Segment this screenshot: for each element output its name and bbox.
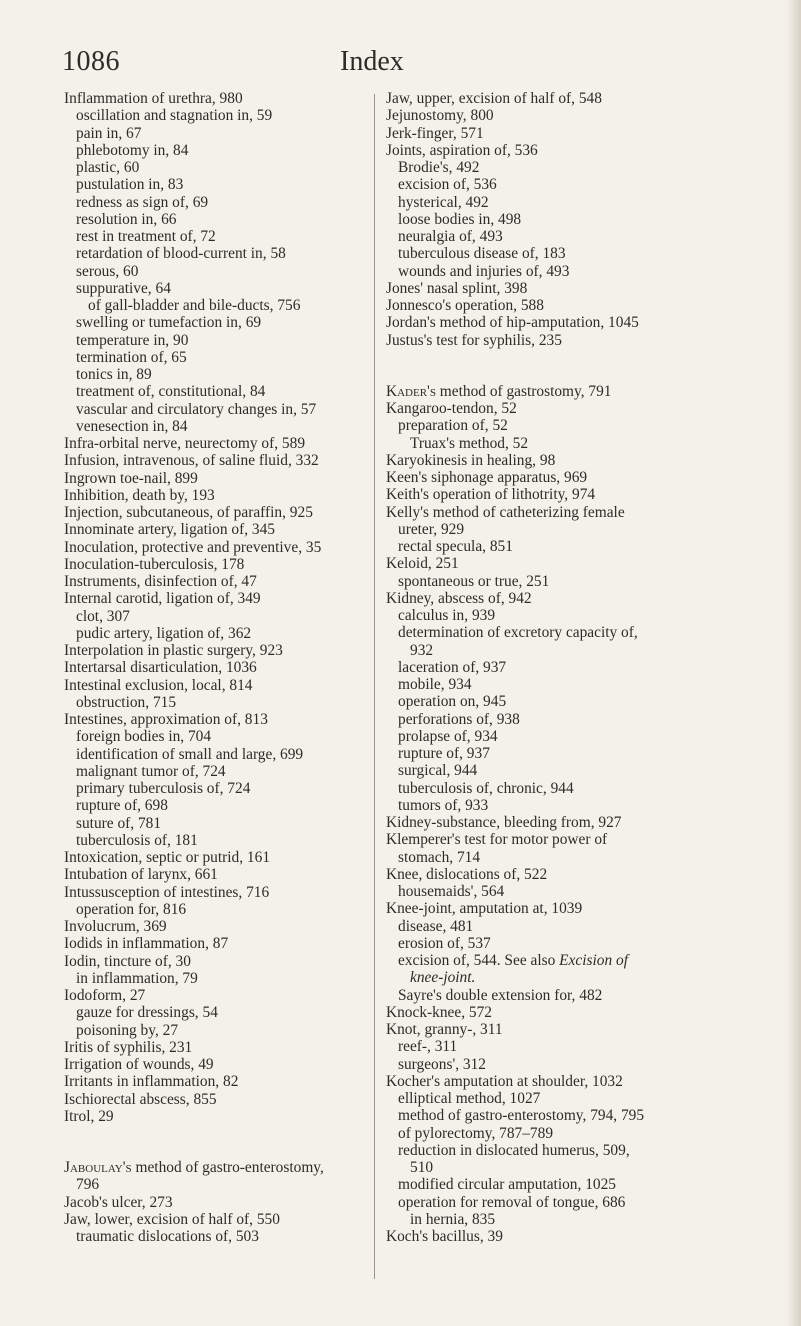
index-entry: Kidney-substance, bleeding from, 927 [386,814,622,831]
index-entry: treatment of, constitutional, 84 [76,383,266,401]
index-entry: Brodie's, 492 [398,159,480,176]
index-entry: mobile, 934 [398,676,472,693]
index-entry: knee-joint. [410,969,476,987]
index-entry: Intestinal exclusion, local, 814 [64,676,253,694]
index-entry: excision of, 544. See also Excision of [398,952,628,969]
page-number: 1086 [62,46,120,77]
index-entry: housemaids', 564 [398,883,505,900]
index-entry: operation for removal of tongue, 686 [398,1193,626,1211]
index-entry: obstruction, 715 [76,693,177,711]
index-entry: Karyokinesis in healing, 98 [386,451,556,469]
index-entry: Itrol, 29 [64,1107,114,1125]
index-entry: foreign bodies in, 704 [76,728,212,746]
index-entry: surgeons', 312 [398,1055,486,1073]
index-entry: rest in treatment of, 72 [76,228,216,245]
index-entry: pain in, 67 [76,124,142,142]
column-divider [374,94,375,1279]
index-entry: plastic, 60 [76,159,140,176]
index-entry: Koch's bacillus, 39 [386,1228,503,1245]
index-entry: pudic artery, ligation of, 362 [76,624,252,642]
index-entry: Infra-orbital nerve, neurectomy of, 589 [64,435,306,452]
index-entry: suture of, 781 [76,814,162,832]
index-entry: of gall-bladder and bile-ducts, 756 [88,297,301,314]
index-entry: reduction in dislocated humerus, 509, [398,1141,630,1159]
index-entry: resolution in, 66 [76,210,177,228]
index-entry: Truax's method, 52 [410,434,529,452]
index-entry: Internal carotid, ligation of, 349 [64,590,261,608]
index-entry: Knot, granny-, 311 [386,1021,503,1038]
index-entry: spontaneous or true, 251 [398,572,550,590]
index-entry: Jejunostomy, 800 [386,107,494,125]
index-entry: tuberculosis of, chronic, 944 [398,779,574,797]
index-entry: Irritants in inflammation, 82 [64,1073,239,1091]
index-entry: perforations of, 938 [398,710,520,728]
index-entry: rupture of, 937 [398,745,490,762]
index-entry: 796 [76,1176,100,1194]
index-entry: Intubation of larynx, 661 [64,866,218,884]
index-entry: wounds and injuries of, 493 [398,262,570,280]
index-entry: reef-, 311 [398,1038,458,1056]
index-entry: stomach, 714 [398,848,481,866]
index-entry: Iritis of syphilis, 231 [64,1038,193,1056]
index-entry: Jerk-finger, 571 [386,124,484,142]
index-entry: Inoculation, protective and preventive, 35 [64,538,322,556]
index-entry: 932 [410,641,434,659]
index-entry: neuralgia of, 493 [398,228,503,245]
index-entry: determination of excretory capacity of, [398,624,638,642]
index-entry: oscillation and stagnation in, 59 [76,107,273,125]
index-entry: Jaw, upper, excision of half of, 548 [386,90,602,107]
index-entry: Iodoform, 27 [64,987,146,1004]
index-entry: vascular and circulatory changes in, 57 [76,400,317,418]
index-entry: Kangaroo-tendon, 52 [386,400,517,417]
index-entry: Iodids in inflammation, 87 [64,935,229,953]
index-entry: operation on, 945 [398,693,507,711]
index-entry: calculus in, 939 [398,607,496,624]
index-entry: Kidney, abscess of, 942 [386,589,532,607]
index-entry: Kelly's method of catheterizing female [386,503,625,521]
index-entry: Inflammation of urethra, 980 [64,90,243,107]
index-entry: identification of small and large, 699 [76,745,304,763]
index-entry: Kocher's amputation at shoulder, 1032 [386,1072,623,1090]
index-entry: Kader's method of gastrostomy, 791 [386,382,612,400]
index-entry: Justus's test for syphilis, 235 [386,331,562,349]
index-entry: Keen's siphonage apparatus, 969 [386,469,588,486]
index-entry: elliptical method, 1027 [398,1090,541,1107]
index-entry: Intussusception of intestines, 716 [64,883,270,901]
page-edge-shadow [787,0,801,1326]
index-entry: Klemperer's test for motor power of [386,831,608,849]
index-entry: excision of, 536 [398,176,497,194]
index-entry: Interpolation in plastic surgery, 923 [64,642,283,659]
index-entry: Jaw, lower, excision of half of, 550 [64,1210,280,1228]
index-entry: Keloid, 251 [386,555,459,573]
index-entry: Instruments, disinfection of, 47 [64,573,257,590]
index-entry: Keith's operation of lithotrity, 974 [386,486,596,504]
index-entry: Injection, subcutaneous, of paraffin, 925 [64,504,313,521]
index-entry: pustulation in, 83 [76,176,184,194]
index-entry: serous, 60 [76,262,139,280]
index-entry: Inoculation-tuberculosis, 178 [64,555,245,573]
index-entry: tumors of, 933 [398,796,489,814]
index-entry: Ischiorectal abscess, 855 [64,1090,217,1108]
index-entry: Jordan's method of hip-amputation, 1045 [386,314,639,332]
index-entry: surgical, 944 [398,762,478,780]
index-entry: Ingrown toe-nail, 899 [64,469,198,487]
index-entry: Infusion, intravenous, of saline fluid, 332 [64,452,319,470]
index-entry: Jonnesco's operation, 588 [386,297,544,314]
index-entry: ureter, 929 [398,520,465,538]
index-entry: rectal specula, 851 [398,538,513,555]
index-entry: Jacob's ulcer, 273 [64,1193,173,1211]
index-entry: Intertarsal disarticulation, 1036 [64,659,257,677]
index-column-right [386,90,716,1245]
index-entry: suppurative, 64 [76,279,171,297]
index-column-left [64,90,369,1245]
index-entry: 510 [410,1159,434,1176]
index-entry: traumatic dislocations of, 503 [76,1228,259,1245]
index-entry: prolapse of, 934 [398,727,498,745]
index-entry: tonics in, 89 [76,366,152,383]
index-entry: Jaboulay's method of gastro-enterostomy, [64,1159,324,1176]
index-entry: venesection in, 84 [76,417,188,435]
index-entry: Knock-knee, 572 [386,1003,492,1021]
index-entry: primary tuberculosis of, 724 [76,780,251,797]
index-entry: hysterical, 492 [398,193,489,211]
page-title: Index [340,46,404,77]
index-entry: method of gastro-enterostomy, 794, 795 [398,1107,645,1125]
index-entry: Involucrum, 369 [64,918,167,935]
index-entry: gauze for dressings, 54 [76,1004,218,1022]
index-entry: clot, 307 [76,607,130,625]
index-entry: Sayre's double extension for, 482 [398,986,603,1004]
index-entry: Intestines, approximation of, 813 [64,711,268,728]
index-entry: poisoning by, 27 [76,1021,179,1039]
index-entry: Jones' nasal splint, 398 [386,279,528,297]
index-entry: disease, 481 [398,917,474,935]
index-entry: retardation of blood-current in, 58 [76,245,286,263]
index-entry: preparation of, 52 [398,417,508,435]
index-entry: operation for, 816 [76,900,187,918]
index-entry: loose bodies in, 498 [398,210,522,228]
index-entry: laceration of, 937 [398,658,507,676]
index-entry: malignant tumor of, 724 [76,762,226,780]
index-entry: Intoxication, septic or putrid, 161 [64,849,271,866]
index-entry: erosion of, 537 [398,934,491,952]
index-entry: Inhibition, death by, 193 [64,486,215,504]
index-entry: temperature in, 90 [76,331,189,349]
index-entry: tuberculosis of, 181 [76,831,198,849]
index-entry: Innominate artery, ligation of, 345 [64,521,275,539]
index-entry: Joints, aspiration of, 536 [386,141,538,159]
index-entry: in hernia, 835 [410,1210,496,1228]
index-entry: rupture of, 698 [76,797,168,815]
index-entry: Iodin, tincture of, 30 [64,952,191,970]
index-entry: Knee-joint, amputation at, 1039 [386,900,583,918]
index-entry: termination of, 65 [76,348,187,366]
index-entry: tuberculous disease of, 183 [398,245,566,263]
index-entry: redness as sign of, 69 [76,193,209,211]
index-entry: in inflammation, 79 [76,969,198,987]
index-entry: Irrigation of wounds, 49 [64,1056,214,1073]
index-entry: Knee, dislocations of, 522 [386,865,548,883]
index-entry: of pylorectomy, 787–789 [398,1124,554,1142]
index-entry: phlebotomy in, 84 [76,141,189,159]
page-header [0,46,801,86]
index-entry: modified circular amputation, 1025 [398,1176,616,1194]
index-entry: swelling or tumefaction in, 69 [76,314,262,332]
